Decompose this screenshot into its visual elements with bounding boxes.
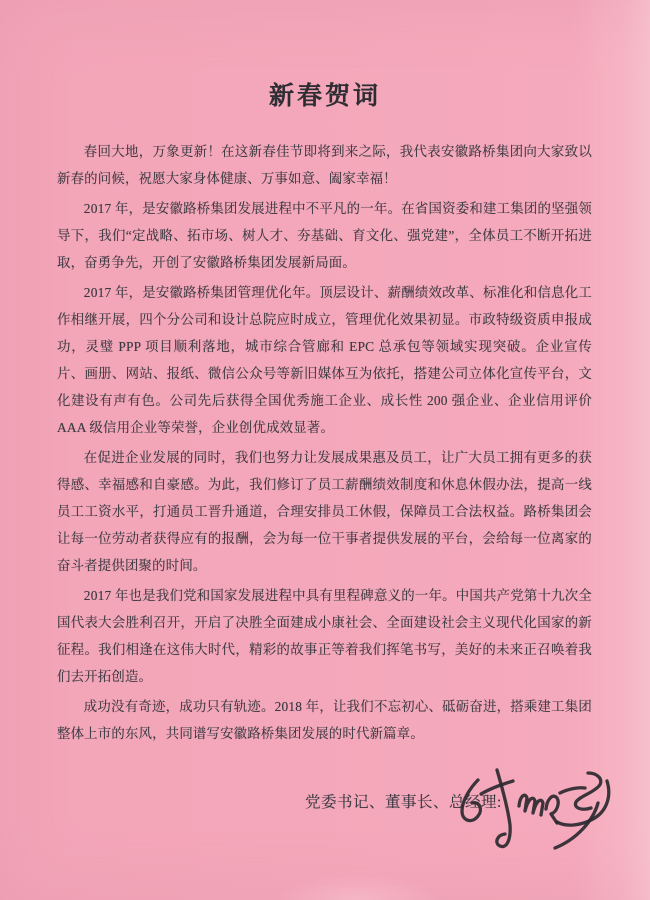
paragraph: 在促进企业发展的同时，我们也努力让发展成果惠及员工，让广大员工拥有更多的获得感、幸福感和自豪感。为此，我们修订了员工薪酬绩效制度和休息休假办法，提高一线员工工资水平，打通员工晋升通道，合理安排员工休假，保障员工合法权益。路桥集团会让每一位劳动者获得应有的报酬，会为每一位干事者提供发展的平台，会给每一位离家的奋斗者提供团聚的时间。	[57, 450, 592, 573]
letter-body	[57, 138, 592, 883]
page-title: 新春贺词	[268, 83, 381, 110]
signature-title-label: 党委书记、董事长、总经理:	[305, 794, 502, 811]
signature-block	[57, 765, 592, 883]
paragraph: 2017 年，是安徽路桥集团发展进程中不平凡的一年。在省国资委和建工集团的坚强领导下，我们“定战略、拓市场、树人才、夯基础、育文化、强党建”，全体员工不断开拓进取，奋勇争先，开创了安徽路桥集团发展新局面。	[57, 201, 592, 270]
paragraph: 2017 年，是安徽路桥集团管理优化年。顶层设计、薪酬绩效改革、标准化和信息化工作相继开展，四个分公司和设计总院应时成立，管理优化效果初显。市政特级资质申报成功，灵璧 PPP 项目顺利落地，城市综合管廊和 EPC 总承包等领域实现突破。企业宣传片、画册、网站、报纸、微信公众号等新旧媒体互为依托，搭建公司立体化宣传平台，文化建设有声有色。公司先后获得全国优秀施工企业、成长性 200 强企业、企业信用评价 AAA 级信用企业等荣誉，企业创优成效显著。	[57, 285, 592, 435]
paragraph: 春回大地，万象更新！在这新春佳节即将到来之际，我代表安徽路桥集团向大家致以新春的问候，祝愿大家身体健康、万事如意、阖家幸福！	[57, 144, 592, 186]
paragraph: 2017 年也是我们党和国家发展进程中具有里程碑意义的一年。中国共产党第十九次全国代表大会胜利召开，开启了决胜全面建成小康社会、全面建设社会主义现代化国家的新征程。我们相逢在这伟大时代，精彩的故事正等着我们挥笔书写，美好的未来正召唤着我们去开拓创造。	[57, 588, 592, 684]
handwritten-signature	[447, 765, 622, 867]
paragraph: 成功没有奇迹，成功只有轨迹。2018 年，让我们不忘初心、砥砺奋进，搭乘建工集团整体上市的东风，共同谱写安徽路桥集团发展的时代新篇章。	[57, 699, 592, 741]
